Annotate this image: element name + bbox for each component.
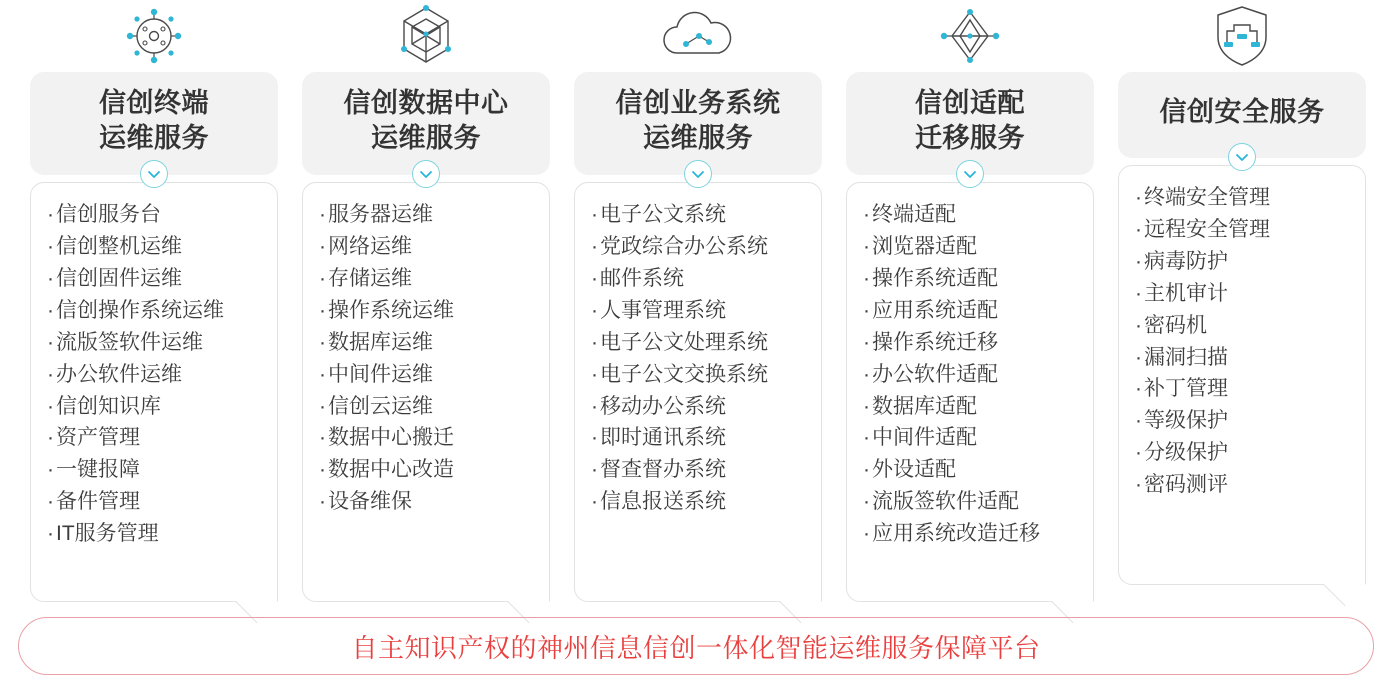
chevron-down-icon[interactable] bbox=[956, 160, 984, 188]
bullet-icon: · bbox=[863, 298, 870, 322]
cloud-network-icon bbox=[655, 0, 741, 72]
card-body bbox=[302, 182, 550, 602]
bullet-icon: · bbox=[591, 394, 598, 418]
platform-banner-text: 自主知识产权的神州信息信创一体化智能运维服务保障平台 bbox=[351, 632, 1041, 663]
bullet-icon: · bbox=[591, 235, 598, 258]
bullet-icon: · bbox=[863, 394, 870, 418]
bullet-icon: · bbox=[47, 235, 54, 258]
list-item: ·人事管理系统 bbox=[591, 298, 726, 322]
list-item: ·应用系统适配 bbox=[863, 298, 998, 322]
bullet-icon: · bbox=[1135, 377, 1142, 401]
list-item: ·数据中心搬迁 bbox=[319, 426, 454, 450]
data-cube-icon bbox=[386, 0, 466, 72]
card-title: 信创终端 运维服务 bbox=[99, 88, 209, 153]
list-item: ·即时通讯系统 bbox=[591, 426, 726, 450]
diamond-connect-icon bbox=[930, 0, 1010, 72]
list-item: ·中间件适配 bbox=[863, 426, 977, 450]
card-body bbox=[30, 182, 278, 602]
list-item: ·操作系统迁移 bbox=[863, 330, 998, 354]
card-title: 信创安全服务 bbox=[1159, 96, 1325, 127]
bullet-icon: · bbox=[319, 458, 326, 482]
list-item: ·IT服务管理 bbox=[47, 522, 159, 546]
list-item: ·备件管理 bbox=[47, 490, 140, 514]
bullet-icon: · bbox=[47, 203, 54, 227]
list-item: ·操作系统适配 bbox=[863, 266, 998, 290]
card-title: 信创适配 迁移服务 bbox=[915, 88, 1025, 153]
list-item: ·密码机 bbox=[1135, 313, 1207, 337]
chevron-down-icon[interactable] bbox=[684, 160, 712, 188]
bullet-icon: · bbox=[319, 362, 326, 386]
list-item: ·密码测评 bbox=[1135, 473, 1228, 497]
list-item: ·网络运维 bbox=[319, 235, 412, 258]
list-item: ·办公软件适配 bbox=[863, 362, 998, 386]
list-item: ·远程安全管理 bbox=[1135, 217, 1270, 241]
service-column-business bbox=[574, 0, 822, 602]
list-item: ·电子公文处理系统 bbox=[591, 330, 768, 354]
list-item: ·邮件系统 bbox=[591, 266, 684, 290]
bullet-icon: · bbox=[1135, 249, 1142, 273]
list-item: ·补丁管理 bbox=[1135, 377, 1228, 401]
list-item: ·外设适配 bbox=[863, 458, 956, 482]
bullet-icon: · bbox=[319, 298, 326, 322]
list-item: ·浏览器适配 bbox=[863, 235, 977, 258]
bullet-icon: · bbox=[863, 235, 870, 258]
bullet-icon: · bbox=[591, 458, 598, 482]
bullet-icon: · bbox=[47, 426, 54, 450]
list-item: ·督查督办系统 bbox=[591, 458, 726, 482]
list-item: ·信息报送系统 bbox=[591, 490, 726, 514]
list-item: ·信创操作系统运维 bbox=[47, 298, 224, 322]
bullet-icon: · bbox=[47, 362, 54, 386]
list-item: ·资产管理 bbox=[47, 426, 140, 450]
list-item: ·信创固件运维 bbox=[47, 266, 182, 290]
bullet-icon: · bbox=[319, 426, 326, 450]
card-header bbox=[846, 72, 1094, 175]
chevron-down-icon[interactable] bbox=[140, 160, 168, 188]
bullet-icon: · bbox=[863, 522, 870, 546]
list-item: ·办公软件运维 bbox=[47, 362, 182, 386]
bullet-icon: · bbox=[863, 362, 870, 386]
bullet-icon: · bbox=[47, 394, 54, 418]
list-item: ·一键报障 bbox=[47, 458, 140, 482]
card-body bbox=[574, 182, 822, 602]
list-item: ·移动办公系统 bbox=[591, 394, 726, 418]
bullet-icon: · bbox=[47, 330, 54, 354]
bullet-icon: · bbox=[319, 235, 326, 258]
list-item: ·主机审计 bbox=[1135, 281, 1228, 305]
bullet-icon: · bbox=[319, 330, 326, 354]
list-item: ·终端安全管理 bbox=[1135, 186, 1270, 209]
bullet-icon: · bbox=[1135, 217, 1142, 241]
bullet-icon: · bbox=[863, 426, 870, 450]
chevron-down-icon[interactable] bbox=[412, 160, 440, 188]
bullet-icon: · bbox=[47, 298, 54, 322]
card-header bbox=[574, 72, 822, 175]
bullet-icon: · bbox=[863, 203, 870, 227]
card-body bbox=[846, 182, 1094, 602]
list-item: ·电子公文交换系统 bbox=[591, 362, 768, 386]
bullet-icon: · bbox=[591, 426, 598, 450]
list-item: ·信创整机运维 bbox=[47, 235, 182, 258]
service-column-adaptation bbox=[846, 0, 1094, 602]
list-item: ·流版签软件适配 bbox=[863, 490, 1019, 514]
list-item: ·信创知识库 bbox=[47, 394, 161, 418]
list-item: ·分级保护 bbox=[1135, 441, 1228, 465]
service-column-datacenter bbox=[302, 0, 550, 602]
list-item: ·病毒防护 bbox=[1135, 249, 1228, 273]
list-item: ·漏洞扫描 bbox=[1135, 345, 1228, 369]
bullet-icon: · bbox=[319, 203, 326, 227]
bullet-icon: · bbox=[1135, 441, 1142, 465]
bullet-icon: · bbox=[591, 330, 598, 354]
bullet-icon: · bbox=[47, 266, 54, 290]
bullet-icon: · bbox=[591, 490, 598, 514]
bullet-icon: · bbox=[319, 266, 326, 290]
card-title: 信创数据中心 运维服务 bbox=[343, 88, 509, 153]
list-item: ·等级保护 bbox=[1135, 409, 1228, 433]
bullet-icon: · bbox=[319, 490, 326, 514]
card-header bbox=[1118, 72, 1366, 158]
list-item: ·信创服务台 bbox=[47, 203, 161, 227]
bullet-icon: · bbox=[591, 362, 598, 386]
service-column-security bbox=[1118, 0, 1366, 602]
bullet-icon: · bbox=[1135, 186, 1142, 209]
service-columns bbox=[30, 0, 1362, 602]
list-item: ·流版签软件运维 bbox=[47, 330, 203, 354]
card-body bbox=[1118, 165, 1366, 585]
bullet-icon: · bbox=[863, 266, 870, 290]
bullet-icon: · bbox=[591, 203, 598, 227]
card-header bbox=[30, 72, 278, 175]
list-item: ·电子公文系统 bbox=[591, 203, 726, 227]
bullet-icon: · bbox=[1135, 409, 1142, 433]
list-item: ·存储运维 bbox=[319, 266, 412, 290]
bullet-icon: · bbox=[1135, 313, 1142, 337]
shield-security-icon bbox=[1210, 0, 1274, 72]
chevron-down-icon[interactable] bbox=[1228, 143, 1256, 171]
list-item: ·应用系统改造迁移 bbox=[863, 522, 1040, 546]
list-item: ·终端适配 bbox=[863, 203, 956, 227]
bullet-icon: · bbox=[591, 266, 598, 290]
bullet-icon: · bbox=[319, 394, 326, 418]
list-item: ·中间件运维 bbox=[319, 362, 433, 386]
list-item: ·党政综合办公系统 bbox=[591, 235, 768, 258]
card-title: 信创业务系统 运维服务 bbox=[615, 88, 781, 153]
network-nodes-icon bbox=[116, 0, 192, 72]
list-item: ·信创云运维 bbox=[319, 394, 433, 418]
card-header bbox=[302, 72, 550, 175]
platform-banner bbox=[18, 617, 1374, 675]
bullet-icon: · bbox=[863, 458, 870, 482]
bullet-icon: · bbox=[591, 298, 598, 322]
bullet-icon: · bbox=[47, 522, 54, 546]
list-item: ·数据中心改造 bbox=[319, 458, 454, 482]
list-item: ·设备维保 bbox=[319, 490, 412, 514]
bullet-icon: · bbox=[47, 490, 54, 514]
list-item: ·数据库适配 bbox=[863, 394, 977, 418]
service-column-terminal bbox=[30, 0, 278, 602]
bullet-icon: · bbox=[863, 490, 870, 514]
bullet-icon: · bbox=[863, 330, 870, 354]
list-item: ·数据库运维 bbox=[319, 330, 433, 354]
list-item: ·操作系统运维 bbox=[319, 298, 454, 322]
bullet-icon: · bbox=[1135, 345, 1142, 369]
list-item: ·服务器运维 bbox=[319, 203, 433, 227]
bullet-icon: · bbox=[1135, 281, 1142, 305]
bullet-icon: · bbox=[1135, 473, 1142, 497]
bullet-icon: · bbox=[47, 458, 54, 482]
